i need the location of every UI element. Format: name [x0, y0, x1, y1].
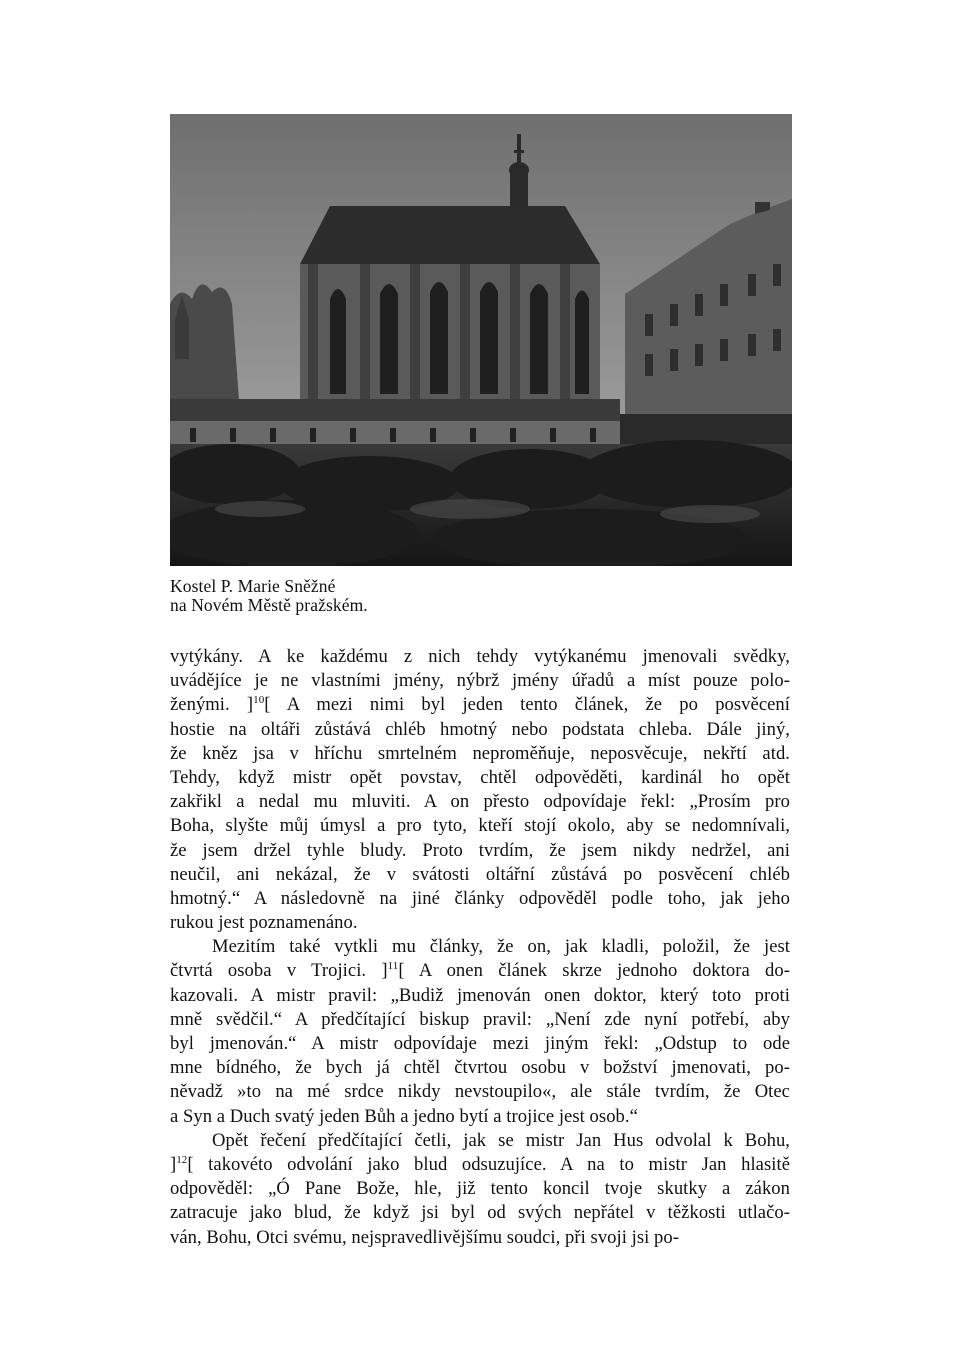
text-line: zakřikl a nedal mu mluviti. A on přesto odpovídaje řekl: „Prosím pro	[170, 791, 790, 813]
text-segment: [ A onen článek skrze jednoho doktora do-	[398, 960, 790, 982]
text-line	[170, 959, 790, 983]
figure-caption	[170, 577, 368, 615]
footnote-marker: 11	[387, 960, 399, 973]
text-segment: ]	[170, 1153, 177, 1175]
text-line	[170, 1153, 790, 1177]
text-line	[170, 693, 790, 717]
text-line: ván, Bohu, Otci svému, nejspravedlivějšímu soudci, při svoji jsi po-	[170, 1226, 679, 1248]
paragraph	[170, 645, 790, 935]
text-line: a Syn a Duch svatý jeden Bůh a jedno bytí a trojice jest osob.“	[170, 1105, 638, 1127]
text-line: rukou jest poznamenáno.	[170, 912, 358, 934]
footnote-marker: 10	[253, 694, 265, 707]
text-line: že jsem držel tyhle bludy. Proto tvrdím, že jsem nikdy nedržel, ani	[170, 839, 790, 861]
text-segment: [ takovéto odvolání jako blud odsuzujíce. A na to mistr Jan hlasitě	[187, 1153, 790, 1175]
body-text	[170, 645, 790, 1250]
church-photo	[170, 114, 792, 566]
text-line: hmotný.“ A následovně na jiné články odpověděl podle toho, jak jeho	[170, 887, 790, 909]
paragraph	[170, 935, 790, 1129]
caption-line: Kostel P. Marie Sněžné	[170, 576, 336, 596]
text-segment: čtvrtá osoba v Trojici. ]	[170, 960, 388, 982]
footnote-marker: 12	[176, 1153, 188, 1166]
text-line: Tehdy, když mistr opět povstav, chtěl odpověděti, kardinál ho opět	[170, 766, 790, 788]
text-line: vytýkány. A ke každému z nich tehdy vytýkanému jmenovali svědky,	[170, 646, 790, 667]
text-line: Boha, slyšte můj úmysl a pro tyto, kteří stojí okolo, aby se nedomnívali,	[170, 815, 790, 837]
text-line: mne bídného, že bych já chtěl čtvrtou osobu v božství jmenovati, po-	[170, 1057, 790, 1079]
text-line: Opět řečení předčítající četli, jak se mistr Jan Hus odvolal k Bohu,	[212, 1129, 790, 1151]
text-line: hostie na oltáři zůstává chléb hmotný nebo podstata chleba. Dále jiný,	[170, 718, 790, 740]
text-line: něvadž »to na mé srdce nikdy nevstoupilo«, ale stále tvrdím, že Otec	[170, 1081, 790, 1103]
text-line: zatracuje jako blud, že když jsi byl od svých nepřátel v těžkosti utlačo-	[170, 1202, 790, 1224]
text-line: odpověděl: „Ó Pane Bože, hle, již tento koncil tvoje skutky a zákon	[170, 1178, 790, 1200]
text-segment: ženými. ]	[170, 694, 254, 716]
text-line: neučil, ani nekázal, že v svátosti oltářní zůstává po posvěcení chléb	[170, 863, 790, 885]
text-line: že kněz jsa v hříchu smrtelném neproměňuje, neposvěcuje, nekřtí atd.	[170, 742, 790, 764]
text-line: kazovali. A mistr pravil: „Budiž jmenován onen doktor, který toto proti	[170, 984, 790, 1006]
caption-line: na Novém Městě pražském.	[170, 595, 368, 615]
text-line: mně svědčil.“ A předčítající biskup pravil: „Není zde nyní potřebí, aby	[170, 1008, 790, 1030]
text-line: uvádějíce je ne vlastními jmény, nýbrž jmény úřadů a míst pouze polo-	[170, 670, 790, 692]
text-segment: [ A mezi nimi byl jeden tento článek, že po posvěcení	[264, 694, 790, 716]
text-line: byl jmenován.“ A mistr odpovídaje mezi jiným řekl: „Odstup to ode	[170, 1033, 790, 1054]
text-line: Mezitím také vytkli mu články, že on, jak kladli, položil, že jest	[212, 936, 790, 958]
paragraph	[170, 1129, 790, 1250]
